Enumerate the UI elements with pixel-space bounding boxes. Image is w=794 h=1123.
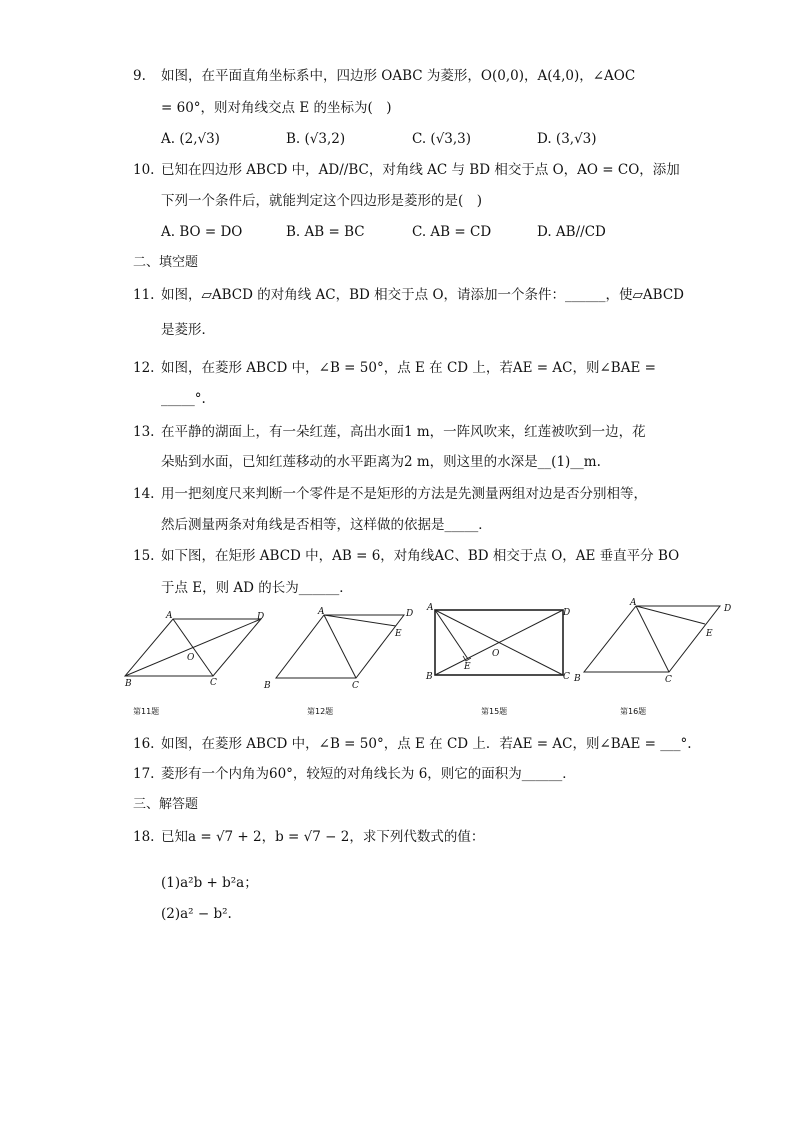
fig12-label-a: A [318,607,325,617]
figure-12-rhombus [258,602,418,694]
fig16-label-c: C [665,675,672,685]
q9-option-c: C. (√3,3) [412,131,472,147]
figure-16-rhombus [572,596,752,688]
q12-text-line2: _____°. [161,391,206,407]
fig11-label-d: D [257,612,265,622]
q10-option-d: D. AB//CD [537,224,606,240]
q14-text-line2: 然后测量两条对角线是否相等，这样做的依据是_____． [161,517,492,533]
fig15-label-b: B [426,672,433,682]
section-solve-heading: 三、解答题 [133,797,199,812]
fig15-label-c: C [563,672,570,682]
fig15-caption: 第15题 [481,707,508,716]
fig16-label-a: A [630,598,637,608]
fig11-label-o: O [187,653,195,663]
fig12-label-b: B [264,681,271,691]
q10-option-a: A. BO = DO [161,224,243,240]
q13-text-line2: 朵贴到水面，已知红莲移动的水平距离为2 m，则这里的水深是__(1)__m. [161,454,601,470]
fig15-label-o: O [492,649,500,659]
q12-number: 12. [133,360,155,376]
q12-text-line1: 如图，在菱形 ABCD 中，∠B = 50°，点 E 在 CD 上，若AE = AC，则∠BAE = [161,360,656,376]
q17-number: 17. [133,766,155,782]
q9-text-line1: 如图，在平面直角坐标系中，四边形 OABC 为菱形，O(0,0)，A(4,0)，∠AOC [161,68,636,84]
fig16-caption: 第16题 [620,707,647,716]
fig11-label-a: A [166,611,173,621]
q16-text-line1: 如图，在菱形 ABCD 中，∠B = 50°，点 E 在 CD 上．若AE = AC，则∠BAE = ___°. [161,736,692,752]
fig11-label-c: C [210,678,217,688]
q9-option-a: A. (2,√3) [161,131,220,147]
figure-11-parallelogram [118,604,278,696]
q10-text-line1: 已知在四边形 ABCD 中，AD//BC，对角线 AC 与 BD 相交于点 O，AO = CO，添加 [161,162,680,178]
q14-number: 14. [133,486,155,502]
q18-number: 18. [133,829,155,845]
fig15-label-d: D [563,608,571,618]
figure-15-rectangle [422,600,582,692]
q15-text-line1: 如下图，在矩形 ABCD 中，AB = 6，对角线AC、BD 相交于点 O，AE 垂直平分 BO [161,548,680,564]
q9-option-d: D. (3,√3) [537,131,597,147]
fig16-label-d: D [724,604,732,614]
q10-text-line2: 下列一个条件后，就能判定这个四边形是菱形的是( ) [161,193,483,209]
fig12-caption: 第12题 [307,707,334,716]
q13-text-line1: 在平静的湖面上，有一朵红莲，高出水面1 m，一阵风吹来，红莲被吹到一边，花 [161,424,646,440]
q10-option-b: B. AB = BC [286,224,365,240]
fig11-caption: 第11题 [133,707,160,716]
q16-number: 16. [133,736,155,752]
fig12-label-c: C [352,681,359,691]
q15-text-line2: 于点 E，则 AD 的长为______． [161,580,353,596]
fig15-label-e: E [464,662,471,672]
q14-text-line1: 用一把刻度尺来判断一个零件是不是矩形的方法是先测量两组对边是否分别相等， [161,486,647,502]
q11-number: 11. [133,287,155,303]
q13-number: 13. [133,424,155,440]
fig15-label-a: A [427,603,434,613]
fig12-label-e: E [395,629,402,639]
q10-number: 10. [133,162,155,178]
section-fill-in-heading: 二、填空题 [133,255,199,270]
q9-number: 9. [133,68,146,84]
q9-option-b: B. (√3,2) [286,131,346,147]
fig16-label-e: E [706,629,713,639]
q11-text-line1: 如图，▱ABCD 的对角线 AC，BD 相交于点 O，请添加一个条件：______，使▱ABCD [161,287,684,303]
q18-subquestion-2: (2)a² − b². [161,906,232,922]
q11-text-line2: 是菱形． [161,322,215,338]
q10-option-c: C. AB = CD [412,224,492,240]
q18-text-line1: 已知a = √7 + 2，b = √7 − 2，求下列代数式的值： [161,829,485,845]
q17-text-line1: 菱形有一个内角为60°，较短的对角线长为 6，则它的面积为______． [161,766,576,782]
fig11-label-b: B [125,679,132,689]
fig16-label-b: B [574,674,581,684]
q15-number: 15. [133,548,155,564]
q9-text-line2: = 60°，则对角线交点 E 的坐标为( ) [161,100,392,116]
fig12-label-d: D [406,609,414,619]
q18-subquestion-1: (1)a²b + b²a； [161,875,258,891]
